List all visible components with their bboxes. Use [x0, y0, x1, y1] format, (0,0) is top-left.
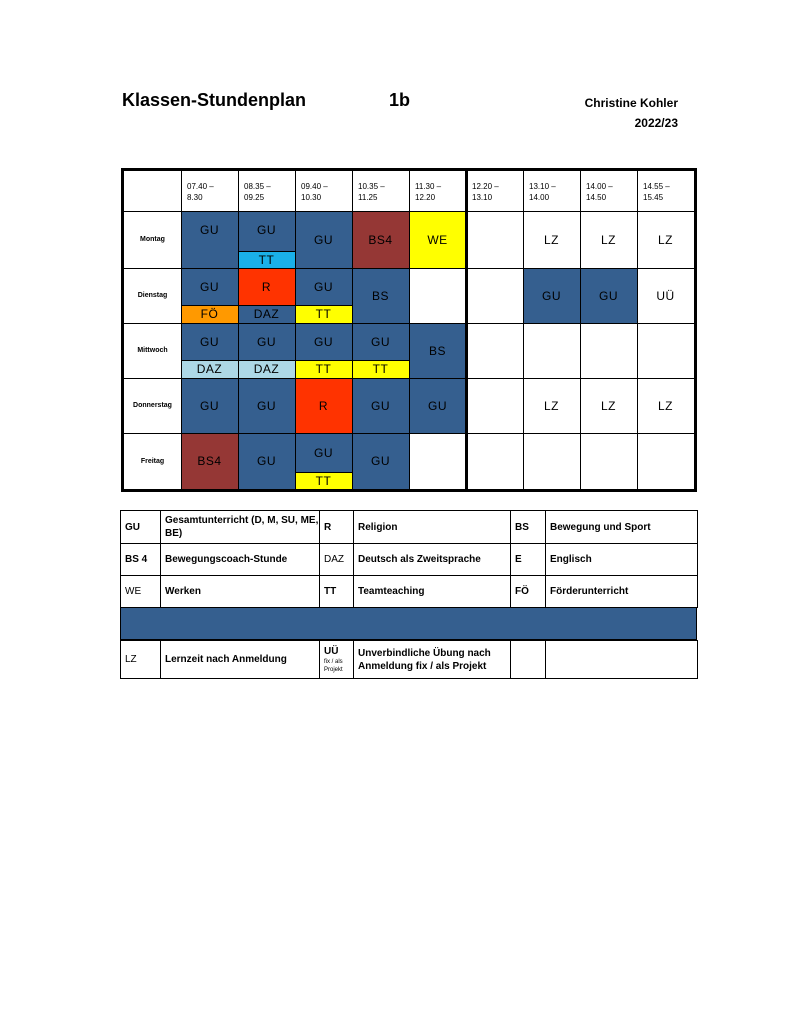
lesson-label: TT [372, 362, 389, 376]
lesson-cell [637, 268, 694, 323]
lesson-cell [637, 378, 694, 433]
lesson-cell [409, 378, 466, 433]
legend-code [319, 640, 354, 679]
period-start: 07.40 – [187, 182, 214, 191]
period-end: 11.25 [358, 193, 378, 202]
legend-text: Werken [165, 586, 201, 597]
legend-code-note: fix / als Projekt [324, 659, 343, 673]
lesson-label: R [261, 279, 272, 294]
lesson-label: LZ [543, 398, 559, 413]
lesson-label: DAZ [253, 362, 280, 376]
legend-table [120, 510, 697, 678]
lesson-cell [352, 360, 409, 378]
legend-text: BS 4 [125, 554, 148, 565]
legend-text: DAZ [324, 554, 344, 565]
grid-line [409, 171, 410, 489]
lesson-cell [238, 378, 295, 433]
lesson-cell [352, 378, 409, 433]
legend-description [545, 510, 698, 544]
legend-description [353, 543, 511, 576]
legend-code [319, 510, 354, 544]
grid-line [352, 360, 409, 361]
legend-code [319, 543, 354, 576]
lesson-label: BS4 [368, 232, 393, 247]
lesson-cell [295, 360, 352, 378]
legend-text: WE [125, 586, 142, 597]
lesson-cell [295, 323, 352, 360]
lesson-cell [580, 211, 637, 268]
legend-code [120, 575, 161, 608]
legend-text: BS [515, 521, 529, 533]
legend-text: Deutsch als Zweitsprache [358, 554, 481, 565]
lesson-label: LZ [600, 398, 616, 413]
grid-line [295, 305, 352, 306]
lesson-cell [352, 211, 409, 268]
lesson-label: GU [371, 454, 390, 468]
lesson-cell [523, 378, 580, 433]
legend-description [545, 575, 698, 608]
legend-code [319, 575, 354, 608]
period-end: 15.45 [643, 193, 664, 202]
lesson-cell [181, 305, 238, 323]
lesson-label: LZ [600, 232, 616, 247]
period-end: 14.00 [529, 193, 550, 202]
lesson-label: TT [258, 252, 275, 267]
grid-line [181, 171, 182, 489]
lesson-cell [238, 323, 295, 360]
period-time [415, 181, 441, 203]
lesson-label: GU [257, 398, 276, 413]
grid-line [637, 171, 638, 489]
period-start: 08.35 – [244, 182, 271, 191]
lesson-cell [238, 251, 295, 268]
legend-code-text: UÜ [324, 646, 339, 657]
lesson-cell [352, 268, 409, 323]
lesson-cell [295, 268, 352, 305]
lesson-cell [238, 268, 295, 305]
legend-text: E [515, 554, 522, 565]
lesson-label: GU [314, 445, 333, 460]
lesson-cell [580, 378, 637, 433]
grid-line [238, 360, 295, 361]
period-time [301, 181, 328, 203]
lesson-cell [409, 211, 466, 268]
period-time [358, 181, 385, 203]
legend-code [120, 640, 161, 679]
lesson-cell [181, 360, 238, 378]
legend-description [160, 640, 320, 679]
period-time [472, 181, 499, 203]
day-label: Dienstag [137, 292, 168, 299]
period-start: 14.00 – [586, 182, 613, 191]
lesson-cell [409, 323, 466, 378]
lesson-cell [523, 211, 580, 268]
legend-text: Lernzeit nach Anmeldung [165, 654, 287, 665]
legend-code [510, 575, 546, 608]
lesson-cell [295, 211, 352, 268]
grid-line [295, 360, 352, 361]
lesson-cell [352, 433, 409, 489]
grid-line [181, 305, 238, 306]
lesson-cell [295, 472, 352, 489]
lesson-cell [523, 268, 580, 323]
lesson-label: UÜ [656, 288, 675, 303]
legend-text: TT [324, 586, 337, 597]
legend-description [160, 543, 320, 576]
grid-line [523, 171, 524, 489]
class-label: 1b [389, 90, 411, 110]
lesson-cell [295, 433, 352, 472]
grid-line [238, 305, 295, 306]
period-start: 10.35 – [358, 182, 385, 191]
lesson-cell [637, 211, 694, 268]
lesson-cell [238, 360, 295, 378]
period-end: 14.50 [586, 193, 607, 202]
day-label: Freitag [140, 457, 165, 465]
legend-code [120, 510, 161, 544]
lesson-cell [181, 211, 238, 268]
legend-code [510, 543, 546, 576]
lesson-label: GU [200, 334, 219, 349]
page-title: Klassen-Stundenplan [122, 90, 307, 110]
period-time [244, 181, 271, 203]
legend-description [353, 575, 511, 608]
period-time [187, 181, 214, 203]
period-end: 10.30 [301, 193, 322, 202]
lesson-label: GU [257, 223, 276, 237]
lesson-label: GU [200, 398, 219, 413]
period-end: 12.20 [415, 193, 436, 202]
lesson-label: GU [542, 288, 561, 303]
day-label: Mittwoch [137, 347, 168, 354]
period-time [586, 181, 613, 203]
legend-text: Teamteaching [358, 586, 425, 597]
lesson-cell [238, 211, 295, 251]
lesson-label: GU [200, 279, 219, 294]
lesson-label: GU [314, 232, 333, 247]
lesson-label: BS [428, 343, 446, 358]
legend-text: Bewegungscoach-Stunde [165, 554, 288, 565]
period-time [529, 181, 556, 203]
grid-line [352, 171, 353, 489]
period-end: 09.25 [244, 193, 265, 202]
grid-line [295, 472, 352, 473]
timetable [121, 168, 697, 492]
legend-text: Religion [358, 521, 398, 533]
period-start: 09.40 – [301, 182, 328, 191]
period-time [643, 181, 670, 203]
lesson-cell [181, 378, 238, 433]
lesson-label: TT [315, 307, 332, 321]
period-start: 12.20 – [472, 182, 499, 191]
lesson-label: R [318, 398, 329, 413]
lesson-cell [352, 323, 409, 360]
legend-separator [120, 607, 697, 640]
lesson-cell [238, 305, 295, 323]
lesson-label: GU [371, 334, 390, 349]
lesson-label: LZ [543, 232, 559, 247]
lesson-label: GU [257, 334, 276, 349]
grid-line [238, 171, 239, 489]
legend-text: FÖ [515, 586, 529, 597]
grid-line [465, 171, 468, 489]
legend-code [510, 640, 546, 679]
lesson-label: DAZ [196, 362, 223, 376]
grid-line [238, 251, 295, 252]
legend-description [353, 510, 511, 544]
lesson-label: GU [314, 334, 333, 349]
grid-line [181, 360, 238, 361]
lesson-label: DAZ [253, 307, 280, 321]
day-label: Montag [140, 236, 165, 243]
lesson-cell [181, 268, 238, 305]
legend-description [353, 640, 511, 679]
lesson-label: TT [315, 473, 332, 488]
legend-code [510, 510, 546, 544]
legend-text: Bewegung und Sport [550, 521, 651, 533]
legend-description [545, 640, 698, 679]
lesson-label: GU [428, 398, 447, 413]
period-end: 13.10 [472, 193, 493, 202]
legend-description [160, 575, 320, 608]
legend-code [120, 543, 161, 576]
legend-description [160, 510, 320, 544]
legend-text: R [324, 521, 332, 533]
grid-line [580, 171, 581, 489]
grid-line [295, 171, 296, 489]
lesson-label: WE [427, 232, 448, 247]
school-year: 2022/23 [634, 116, 678, 130]
period-start: 14.55 – [643, 182, 670, 191]
period-end: 8.30 [187, 193, 203, 202]
period-start: 11.30 – [415, 182, 442, 191]
legend-description [545, 543, 698, 576]
day-label: Donnerstag [133, 402, 172, 409]
lesson-label: BS4 [197, 454, 222, 468]
period-start: 13.10 – [529, 182, 556, 191]
lesson-cell [295, 305, 352, 323]
legend-text: GU [125, 521, 140, 533]
teacher-name: Christine Kohler [584, 96, 678, 110]
lesson-label: GU [200, 223, 219, 237]
lesson-cell [181, 323, 238, 360]
legend-text: LZ [125, 654, 137, 665]
lesson-cell [580, 268, 637, 323]
lesson-label: GU [257, 454, 276, 468]
legend-text: Förderunterricht [550, 586, 629, 597]
lesson-label: GU [314, 279, 333, 294]
lesson-cell [295, 378, 352, 433]
lesson-label: LZ [657, 398, 673, 413]
lesson-cell [181, 433, 238, 489]
lesson-label: TT [315, 362, 332, 376]
lesson-label: GU [371, 398, 390, 413]
lesson-label: LZ [657, 232, 673, 247]
legend-text: Unverbindliche Übung nach Anmeldung fix / als Projekt [358, 647, 491, 672]
legend-text: Englisch [550, 554, 592, 565]
lesson-cell [238, 433, 295, 489]
lesson-label: GU [599, 288, 618, 303]
lesson-label: FÖ [200, 307, 219, 321]
legend-text: Gesamtunterricht (D, M, SU, ME, BE) [165, 515, 319, 539]
lesson-label: BS [371, 288, 389, 303]
